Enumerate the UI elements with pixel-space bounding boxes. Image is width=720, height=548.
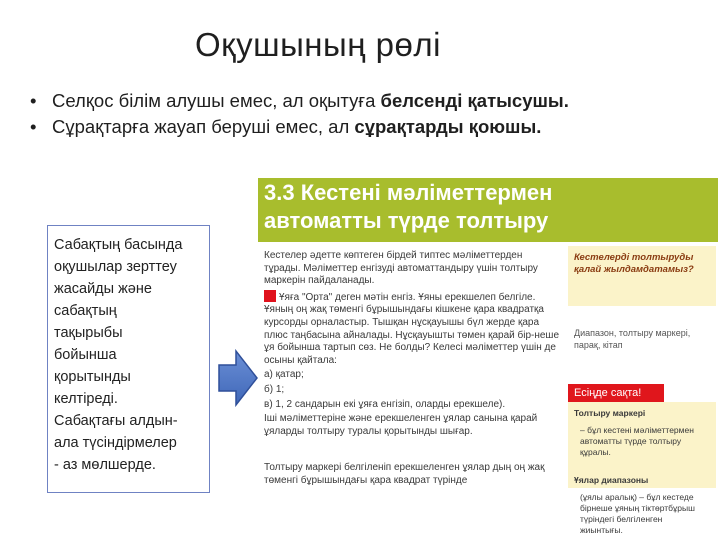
chapter-heading-line2: автоматты түрде толтыру <box>264 208 549 233</box>
conclusion-paragraph: Іші мәліметтеріне және ерекшеленген ұялар санына қарай ұяларды толтыру туралы қорытынды шығар. <box>264 413 538 437</box>
bullet-text: Сұрақтарға жауап беруші емес, ал <box>52 116 355 137</box>
term-fill-handle: Толтыру маркері <box>574 408 646 418</box>
bullet-list <box>30 88 720 140</box>
step-text: Ұяға "Орта" деген мәтін енгіз. Ұяны ерекшелеп белгіле. Ұяның оң жақ төменгі бұрышындағы кішкене қара квадратқа курсорды орналастыр. Тышқан нұсқауышы бүл жерде қара плюс таңбасына айналады. Нұсқауышты төмен қарай бір-неше ұя бойынша тартып сөз. Не болды? Келесі мәліметтер үшін де осыны қайтала: <box>264 291 560 366</box>
bottom-paragraph: Толтыру маркері белгіленіп ерекшеленген ұялар дың оң жақ төменгі бұрышындағы қара квадрат түрінде <box>264 462 545 486</box>
intro-paragraph: Кестелер әдетте көптеген бірдей типтес мәліметтерден тұрады. Мәліметтер енгізуді автоматтандыру үшін толтыру маркерін пайдаланады. <box>264 250 538 287</box>
bullet-text: Селқос білім алушы емес, ал оқытуға <box>52 90 381 111</box>
definition-fill-handle: – бұл кестені мәліметтермен автоматты түрде толтыру құралы. <box>580 425 694 457</box>
bullet-dot: • <box>30 116 37 137</box>
remember-text <box>568 402 716 548</box>
textbook-page-image <box>258 178 718 535</box>
note-text: Сабақтың басында оқушылар зерттеу жасайды және сабақтың тақырыбы бойынша қорытынды келтіреді. Сабақтағы алдын- ала түсіндірмелер - аз мөлшерде. <box>54 237 183 473</box>
chapter-banner <box>258 178 718 242</box>
textbook-main-text <box>264 250 560 440</box>
bullet-item <box>30 114 720 140</box>
list-item-c: в) 1, 2 сандарын екі ұяға енгізіп, оларды ерекшеле). <box>264 398 506 410</box>
list-item-a: а) қатар; <box>264 369 304 381</box>
chapter-heading-line1: 3.3 Кестені мәліметтермен <box>264 180 553 205</box>
step-paragraph <box>264 290 560 368</box>
bullet-bold-text: белсенді қатысушы. <box>380 90 569 111</box>
definition-cell-range: (ұялы аралық) – бұл кестеде бірнеше ұяның тіктөртбұрыш түріндегі белгіленген жиынтығы. <box>580 492 695 535</box>
question-box <box>568 246 716 306</box>
list-item-b: б) 1; <box>264 383 285 395</box>
textbook-sidebar <box>568 242 718 535</box>
note-box <box>47 225 210 493</box>
slide-title: Оқушының рөлі <box>195 26 441 63</box>
red-square-icon <box>264 290 276 302</box>
bullet-bold-text: сұрақтарды қоюшы. <box>354 116 542 137</box>
bullet-item <box>30 88 720 114</box>
term-cell-range: Ұялар диапазоны <box>574 475 649 485</box>
remember-tab: Есіңде сақта! <box>568 384 664 402</box>
keywords-text: Диапазон, толтыру маркері, парақ, кітап <box>574 328 691 350</box>
question-text: Кестелерді толтыруды қалай жылдамдатамыз? <box>574 252 694 275</box>
right-arrow-icon <box>218 350 258 406</box>
remember-box <box>568 402 716 535</box>
bullet-dot: • <box>30 90 37 111</box>
